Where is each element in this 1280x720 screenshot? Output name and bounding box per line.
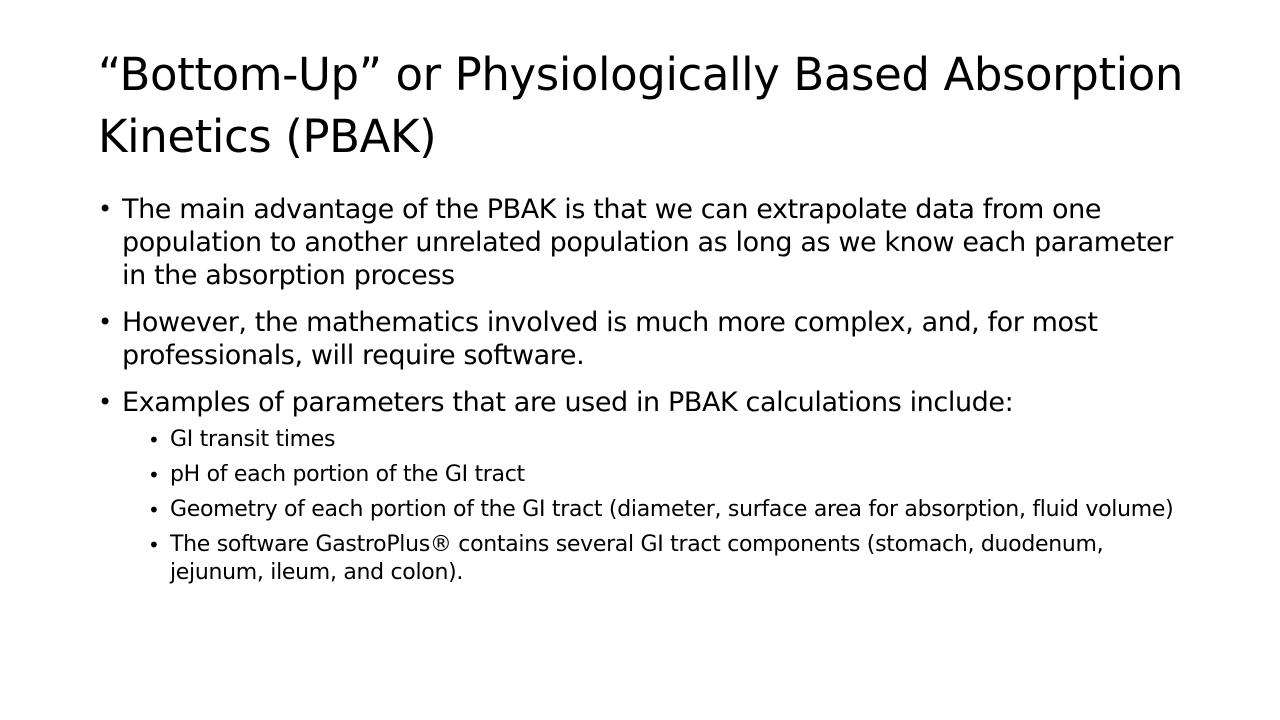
sub-bullet-dot-icon: • [148, 428, 160, 452]
sub-bullet-dot-icon: • [148, 498, 160, 522]
slide-content [98, 193, 1188, 601]
bullet-text-2: However, the mathematics involved is much more complex, and, for most professionals, will require software. [122, 307, 1098, 371]
sub-bullet-text-2: pH of each portion of the GI tract [170, 462, 525, 487]
bullet-item-3 [98, 386, 1188, 587]
bullet-dot-icon: • [98, 388, 112, 416]
bullet-dot-icon: • [98, 308, 112, 336]
sub-bullet-dot-icon: • [148, 533, 160, 557]
slide-title: “Bottom-Up” or Physiologically Based Absorption Kinetics (PBAK) [98, 48, 1184, 163]
bullet-item-2 [98, 306, 1188, 372]
sub-bullet-item-2 [122, 461, 1188, 489]
sub-bullet-dot-icon: • [148, 463, 160, 487]
sub-bullet-item-1 [122, 426, 1188, 454]
bullet-dot-icon: • [98, 195, 112, 223]
sub-bullet-list [122, 426, 1188, 587]
sub-bullet-text-4: The software GastroPlus® contains several GI tract components (stomach, duodenum, jejunum, ileum, and colon). [170, 532, 1104, 585]
sub-bullet-text-3: Geometry of each portion of the GI tract (diameter, surface area for absorption, fluid volume) [170, 497, 1174, 522]
bullet-text-1: The main advantage of the PBAK is that we can extrapolate data from one population to another unrelated population as long as we know each parameter in the absorption process [122, 194, 1173, 291]
sub-bullet-item-3 [122, 496, 1188, 524]
bullet-text-3: Examples of parameters that are used in PBAK calculations include: [122, 387, 1014, 418]
sub-bullet-text-1: GI transit times [170, 427, 336, 452]
sub-bullet-item-4 [122, 531, 1188, 587]
bullet-item-1 [98, 193, 1188, 292]
